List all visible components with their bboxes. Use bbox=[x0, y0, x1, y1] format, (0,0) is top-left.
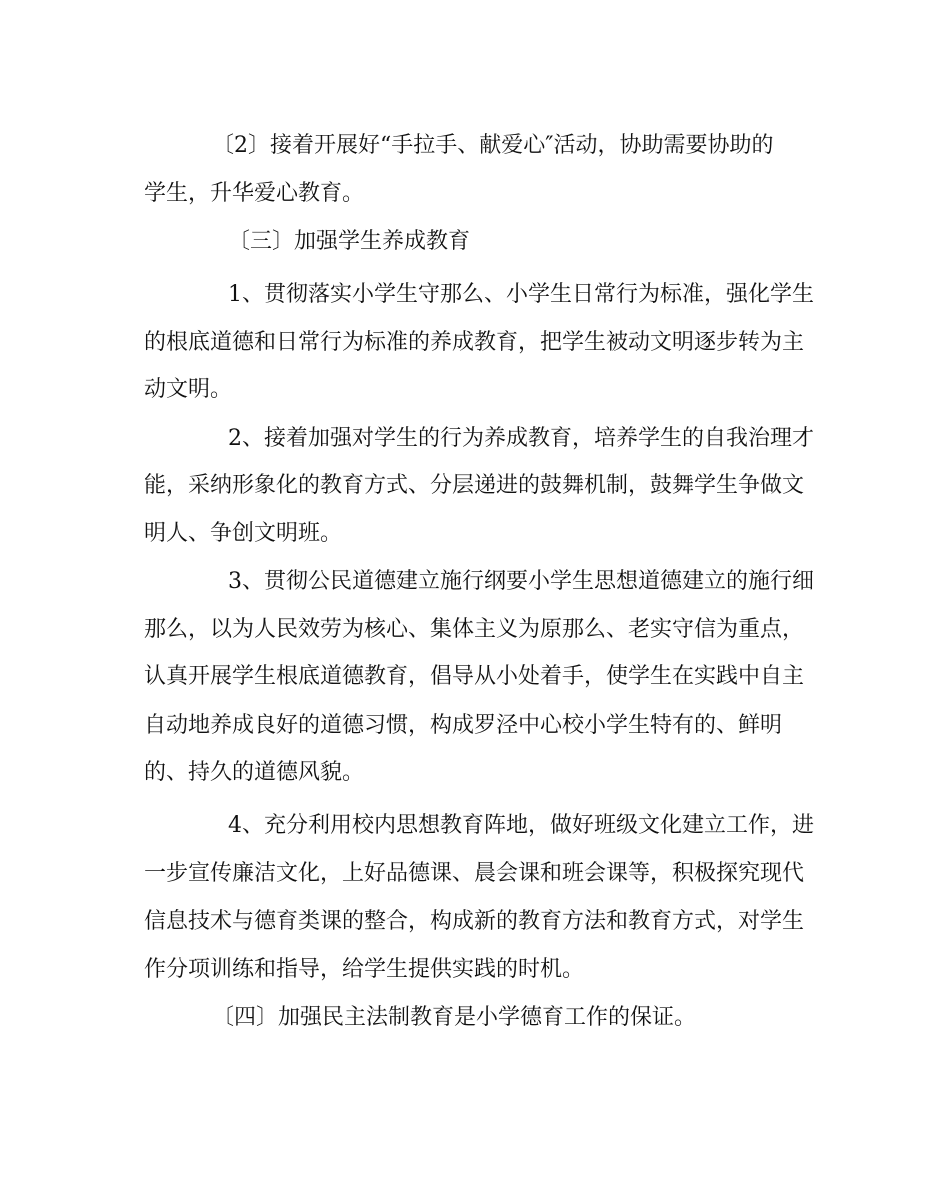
paragraph-1-line-2: 学生，升华爱心教育。 bbox=[144, 181, 365, 206]
paragraph-5-line-2: 那么，以为人民效劳为核心、集体主义为原那么、老实守信为重点， bbox=[144, 617, 805, 642]
paragraph-5-line-1: 3、贯彻公民道德建立施行纲要小学生思想道德建立的施行细 bbox=[228, 569, 814, 594]
paragraph-3-line-2: 的根底道德和日常行为标准的养成教育，把学生被动文明逐步转为主 bbox=[144, 330, 805, 355]
paragraph-5-line-4: 自动地养成良好的道德习惯，构成罗泾中心校小学生特有的、鲜明 bbox=[144, 713, 783, 738]
paragraph-6-line-3: 信息技术与德育类课的整合，构成新的教育方法和教育方式，对学生 bbox=[144, 909, 805, 934]
paragraph-4-line-1: 2、接着加强对学生的行为养成教育，培养学生的自我治理才 bbox=[228, 426, 814, 451]
paragraph-3-line-3: 动文明。 bbox=[144, 377, 233, 402]
paragraph-6-line-4: 作分项训练和指导，给学生提供实践的时机。 bbox=[144, 957, 585, 982]
paragraph-1-line-1: 〔2〕接着开展好“手拉手、献爱心″活动，协助需要协助的 bbox=[212, 133, 774, 158]
section-heading-three: 〔三〕加强学生养成教育 bbox=[228, 229, 471, 254]
paragraph-5-line-5: 的、持久的道德风貌。 bbox=[144, 760, 365, 785]
section-heading-four: 〔四〕加强民主法制教育是小学德育工作的保证。 bbox=[212, 1005, 697, 1030]
paragraph-4-line-3: 明人、争创文明班。 bbox=[144, 521, 343, 546]
paragraph-6-line-1: 4、充分利用校内思想教育阵地，做好班级文化建立工作，进 bbox=[228, 813, 814, 838]
paragraph-6-line-2: 一步宣传廉洁文化，上好品德课、晨会课和班会课等，积极探究现代 bbox=[144, 861, 805, 886]
paragraph-3-line-1: 1、贯彻落实小学生守那么、小学生日常行为标准，强化学生 bbox=[228, 282, 814, 307]
paragraph-5-line-3: 认真开展学生根底道德教育，倡导从小处着手，使学生在实践中自主 bbox=[144, 664, 805, 689]
paragraph-4-line-2: 能，采纳形象化的教育方式、分层递进的鼓舞机制，鼓舞学生争做文 bbox=[144, 473, 805, 498]
